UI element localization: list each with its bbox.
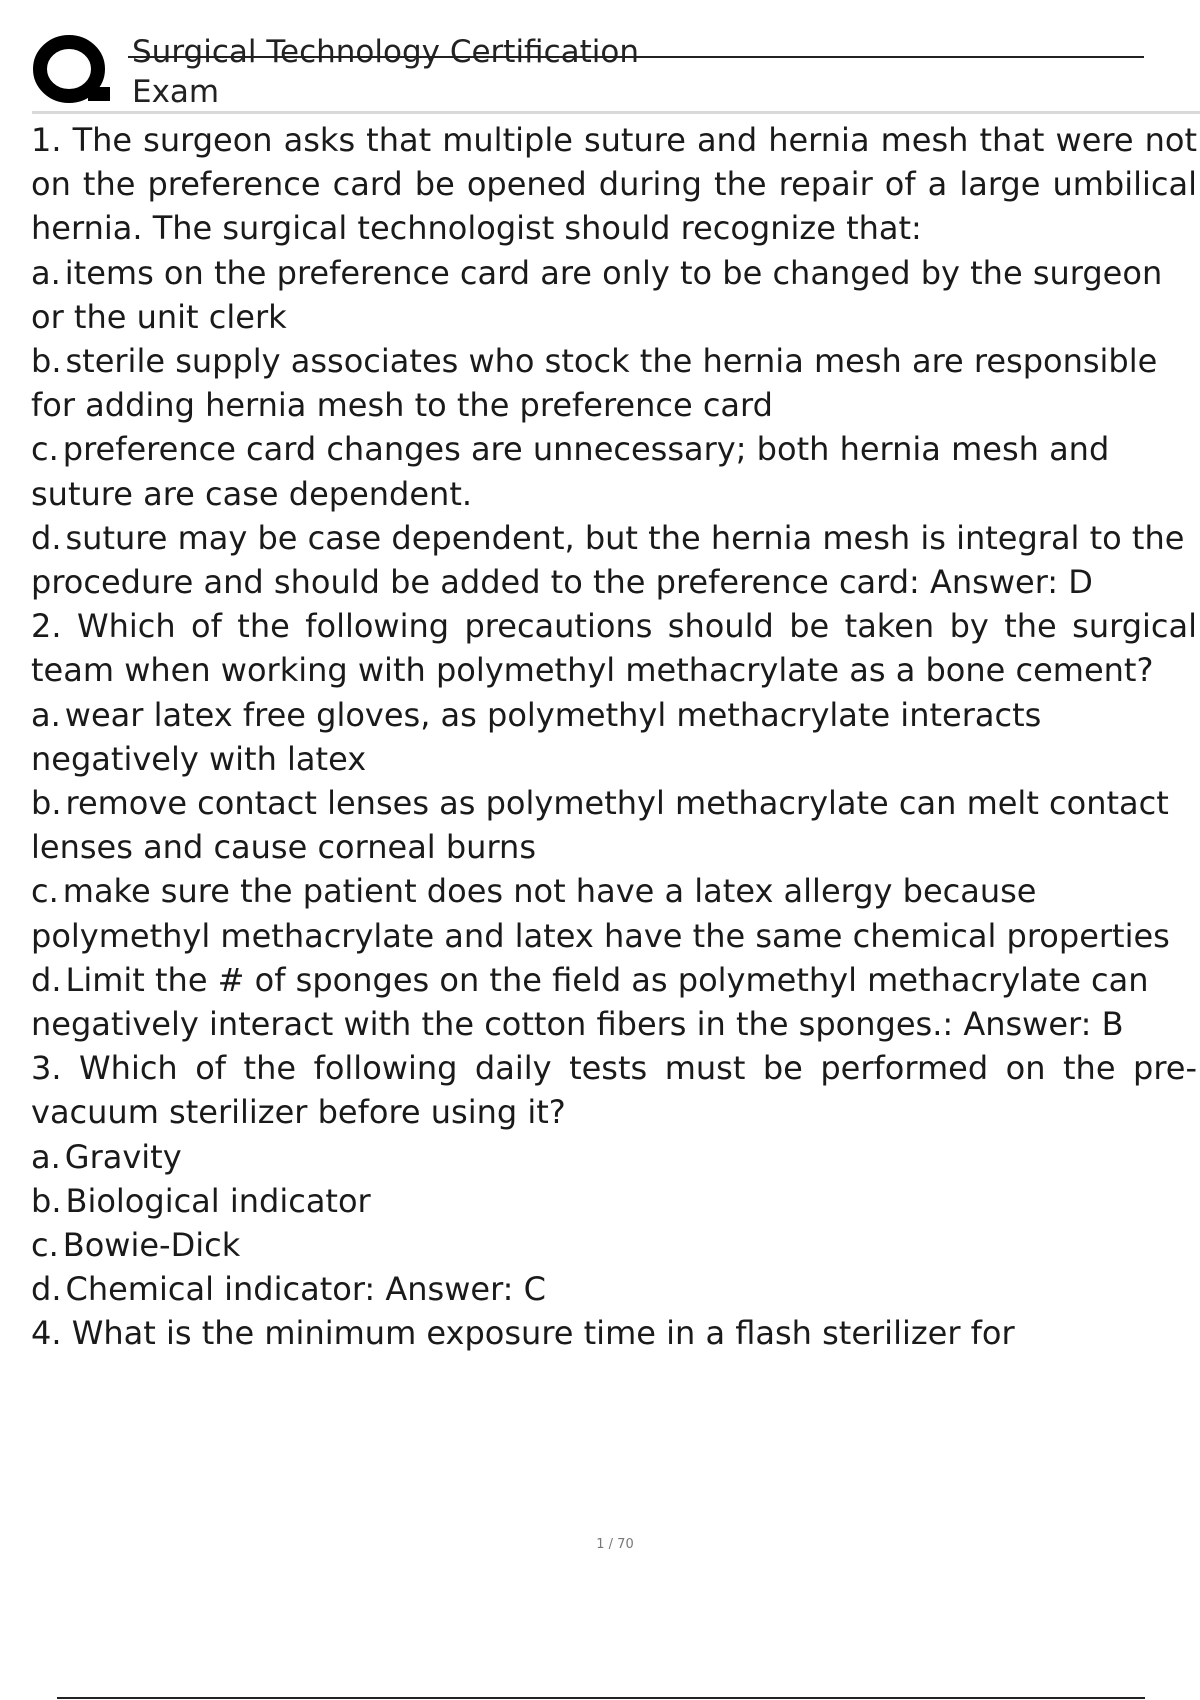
option-letter: d. bbox=[31, 518, 62, 557]
answer-option bbox=[31, 869, 1197, 957]
answer-option bbox=[31, 1179, 1197, 1223]
answer-option bbox=[31, 1267, 1197, 1311]
option-letter: a. bbox=[31, 695, 61, 734]
option-letter: c. bbox=[31, 430, 59, 469]
page-header bbox=[0, 0, 1200, 115]
answer-option bbox=[31, 339, 1197, 427]
option-letter: a. bbox=[31, 1137, 61, 1176]
option-text: Limit the # of sponges on the field as polymethyl methacrylate can negatively interact with the cotton fibers in the sponges.: Answer: B bbox=[31, 960, 1149, 1044]
option-letter: d. bbox=[31, 1270, 62, 1309]
question-stem: 1. The surgeon asks that multiple suture and hernia mesh that were not on the preference card be opened during the repair of a large umbilical hernia. The surgical technologist should recognize that: bbox=[31, 121, 1197, 248]
answer-option bbox=[31, 427, 1197, 515]
questions-body bbox=[31, 118, 1197, 1356]
option-text: items on the preference card are only to be changed by the surgeon or the unit clerk bbox=[31, 253, 1163, 336]
option-text: Gravity bbox=[64, 1137, 182, 1176]
option-text: sterile supply associates who stock the hernia mesh are responsible for adding hernia mesh to the preference card bbox=[31, 342, 1158, 425]
q-logo-icon bbox=[32, 31, 112, 111]
header-divider bbox=[32, 111, 1200, 114]
answer-option bbox=[31, 693, 1197, 781]
document-title: Surgical Technology Certification bbox=[132, 34, 640, 70]
option-letter: d. bbox=[31, 960, 62, 999]
option-text: Biological indicator bbox=[65, 1181, 371, 1220]
answer-option bbox=[31, 1223, 1197, 1267]
document-subtitle: Exam bbox=[132, 74, 220, 110]
option-letter: b. bbox=[31, 1181, 62, 1220]
option-letter: b. bbox=[31, 342, 62, 381]
option-text: remove contact lenses as polymethyl methacrylate can melt contact lenses and cause corneal burns bbox=[31, 784, 1169, 867]
question-stem: 2. Which of the following precautions should be taken by the surgical team when working with polymethyl methacrylate as a bone cement? bbox=[31, 607, 1197, 690]
option-letter: a. bbox=[31, 253, 61, 292]
option-text: Bowie-Dick bbox=[62, 1226, 241, 1265]
option-text: wear latex free gloves, as polymethyl methacrylate interacts negatively with latex bbox=[31, 695, 1042, 778]
option-letter: b. bbox=[31, 784, 62, 823]
option-letter: c. bbox=[31, 872, 59, 911]
question-stem: 3. Which of the following daily tests must be performed on the pre-vacuum sterilizer before using it? bbox=[31, 1049, 1197, 1132]
answer-option bbox=[31, 251, 1197, 339]
footer-rule bbox=[57, 1697, 1145, 1699]
answer-option bbox=[31, 958, 1197, 1046]
answer-option bbox=[31, 1135, 1197, 1179]
option-letter: c. bbox=[31, 1226, 59, 1265]
page-number: 1 / 70 bbox=[596, 1537, 634, 1552]
option-text: Chemical indicator: Answer: C bbox=[65, 1270, 546, 1309]
answer-option bbox=[31, 516, 1197, 604]
question-stem: 4. What is the minimum exposure time in a flash sterilizer for bbox=[31, 1314, 1015, 1353]
option-text: make sure the patient does not have a latex allergy because polymethyl methacrylate and latex have the same chemical properties bbox=[31, 872, 1170, 955]
option-text: preference card changes are unnecessary; both hernia mesh and suture are case dependent. bbox=[31, 430, 1110, 513]
option-text: suture may be case dependent, but the hernia mesh is integral to the procedure and should be added to the preference card: Answer: D bbox=[31, 518, 1185, 602]
answer-option bbox=[31, 781, 1197, 869]
